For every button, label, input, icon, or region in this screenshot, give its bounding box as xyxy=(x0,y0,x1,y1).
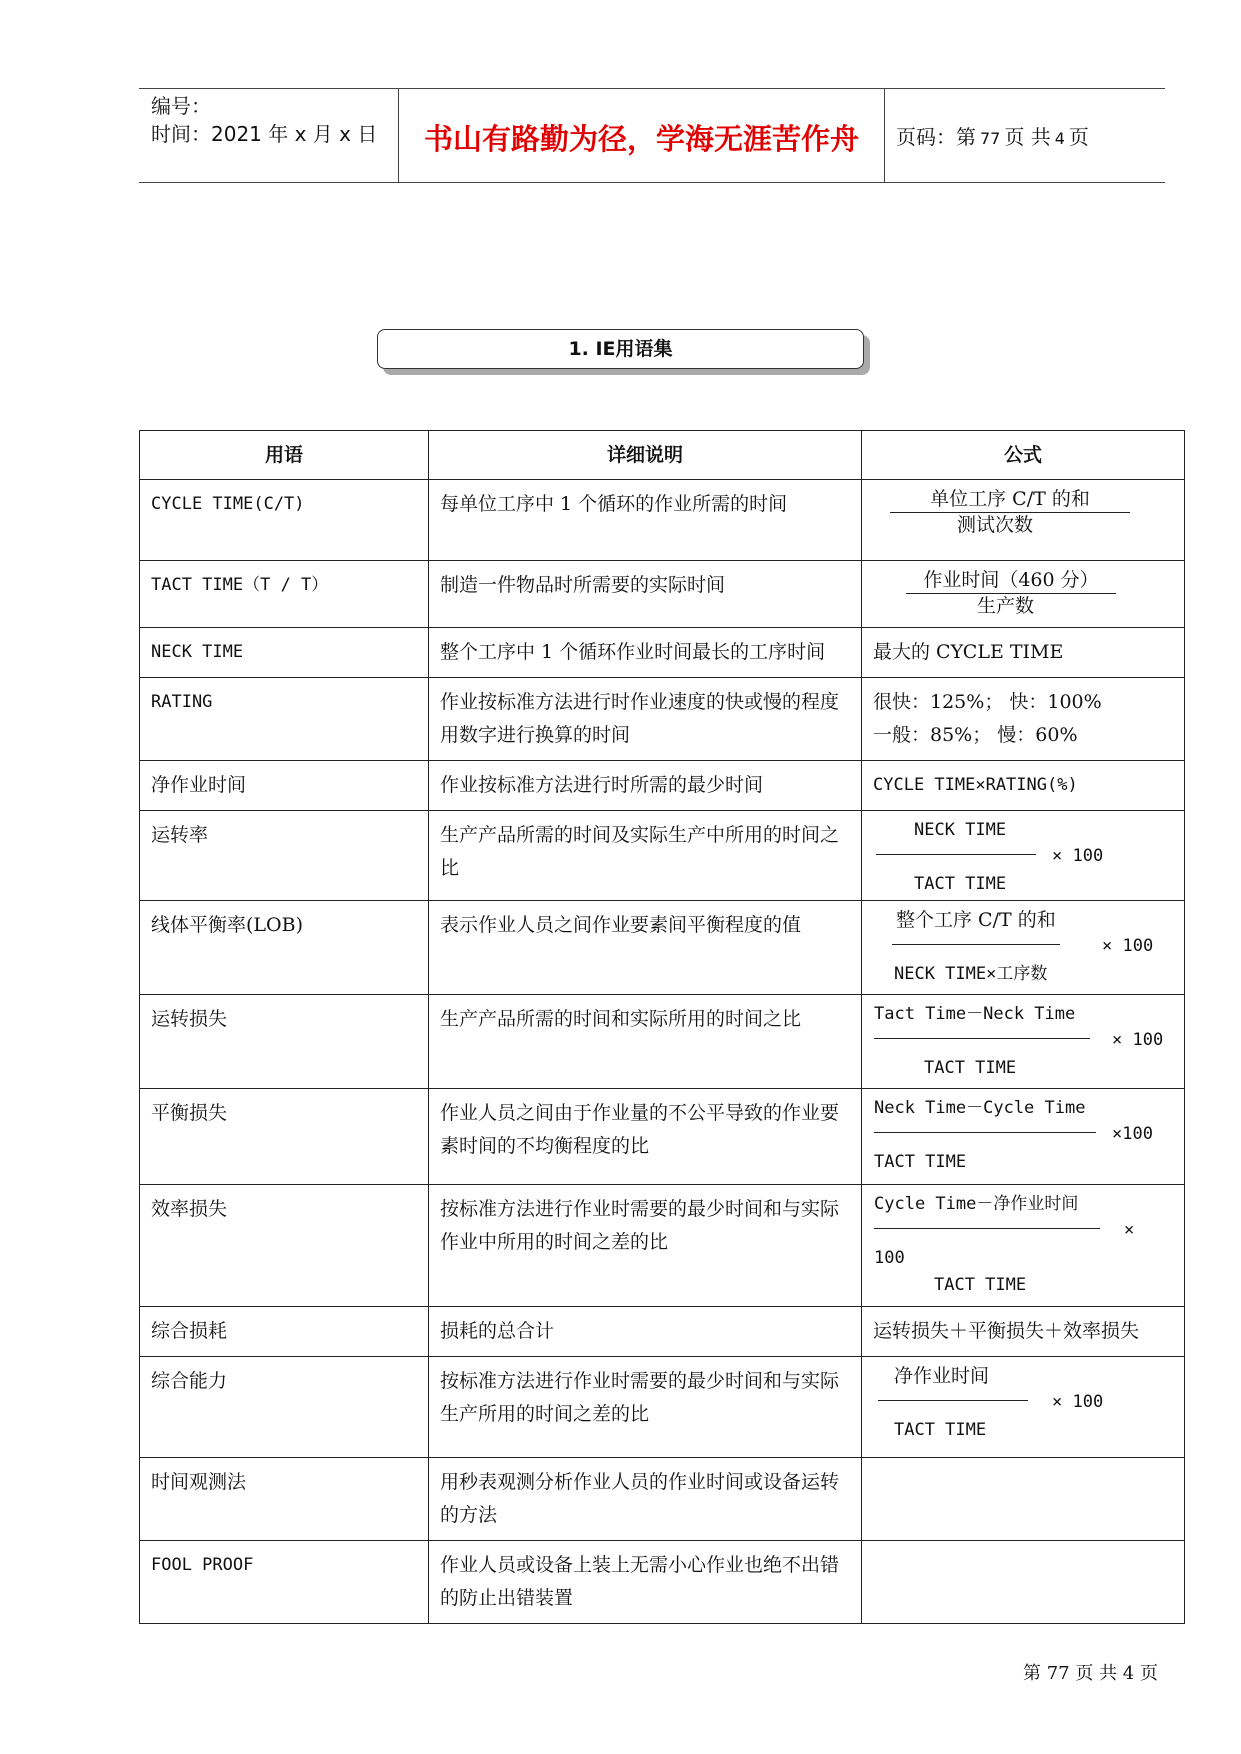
table-row xyxy=(140,628,1185,678)
formula-cell xyxy=(862,1458,1185,1541)
page-total: 4 xyxy=(1054,129,1065,148)
table-row xyxy=(140,1357,1185,1458)
formula-numerator: Cycle Time－净作业时间 xyxy=(874,1194,1079,1214)
header-meta xyxy=(151,92,377,148)
fraction-bar xyxy=(892,944,1060,945)
formula-numerator: 单位工序 C/T 的和 xyxy=(890,486,1130,513)
term-cell: 净作业时间 xyxy=(140,761,429,811)
formula-denominator: 生产数 xyxy=(977,595,1035,617)
page-footer: 第 77 页 共 4 页 xyxy=(1023,1663,1158,1684)
description-cell: 表示作业人员之间作业要素间平衡程度的值 xyxy=(429,901,862,995)
description-cell: 按标准方法进行作业时需要的最少时间和与实际生产所用的时间之差的比 xyxy=(429,1357,862,1458)
fraction-bar xyxy=(878,1400,1028,1401)
formula-cell xyxy=(862,761,1185,811)
formula-cell xyxy=(862,995,1185,1089)
header-page-number xyxy=(896,121,1089,150)
page-suffix: 页 xyxy=(1068,125,1089,149)
time-label: 时间：2021 年 x 月 x 日 xyxy=(151,122,378,146)
formula-numerator: 净作业时间 xyxy=(894,1365,990,1387)
column-header: 公式 xyxy=(862,431,1185,480)
column-header: 用语 xyxy=(140,431,429,480)
term-cell: 效率损失 xyxy=(140,1185,429,1307)
description-cell: 作业按标准方法进行时所需的最少时间 xyxy=(429,761,862,811)
formula-cell xyxy=(862,628,1185,678)
description-cell: 每单位工序中 1 个循环的作业所需的时间 xyxy=(429,480,862,561)
formula-numerator: Tact Time－Neck Time xyxy=(874,1004,1076,1024)
glossary-table xyxy=(139,430,1185,1624)
formula-cell xyxy=(862,1089,1185,1185)
term-cell: 运转损失 xyxy=(140,995,429,1089)
formula-multiplier: × 100 xyxy=(1112,1030,1164,1050)
term-cell: 时间观测法 xyxy=(140,1458,429,1541)
table-row xyxy=(140,480,1185,561)
term-cell: 综合损耗 xyxy=(140,1307,429,1357)
fraction-bar xyxy=(874,1038,1090,1039)
term-cell: NECK TIME xyxy=(140,628,429,678)
formula-cell xyxy=(862,561,1185,628)
formula-text: CYCLE TIME×RATING(%) xyxy=(873,775,1078,795)
formula-cell xyxy=(862,678,1185,761)
formula-cell xyxy=(862,901,1185,995)
term-cell: TACT TIME（T / T） xyxy=(140,561,429,628)
fraction-bar xyxy=(874,1228,1100,1229)
fraction-bar xyxy=(876,854,1036,855)
formula-denominator: TACT TIME xyxy=(914,874,1007,894)
description-cell: 制造一件物品时所需要的实际时间 xyxy=(429,561,862,628)
formula-multiplier-value: 100 xyxy=(874,1248,905,1268)
page-current: 77 xyxy=(980,129,1001,148)
column-header: 详细说明 xyxy=(429,431,862,480)
formula-cell xyxy=(862,1357,1185,1458)
formula-line: 一般：85%； 慢：60% xyxy=(873,724,1078,746)
description-cell: 损耗的总合计 xyxy=(429,1307,862,1357)
table-row xyxy=(140,1307,1185,1357)
formula-cell xyxy=(862,1541,1185,1624)
table-header-row xyxy=(140,431,1185,480)
table-row xyxy=(140,761,1185,811)
number-label: 编号： xyxy=(151,94,211,118)
formula-multiplier: × 100 xyxy=(1052,846,1104,866)
formula-numerator: 整个工序 C/T 的和 xyxy=(896,909,1056,931)
formula-cell xyxy=(862,480,1185,561)
term-cell: 运转率 xyxy=(140,811,429,901)
description-cell: 整个工序中 1 个循环作业时间最长的工序时间 xyxy=(429,628,862,678)
term-cell: RATING xyxy=(140,678,429,761)
description-cell: 按标准方法进行作业时需要的最少时间和与实际作业中所用的时间之差的比 xyxy=(429,1185,862,1307)
formula-text: 最大的 CYCLE TIME xyxy=(873,641,1064,663)
formula-multiplier: × 100 xyxy=(1102,936,1154,956)
formula-denominator: TACT TIME xyxy=(874,1152,967,1172)
table-row xyxy=(140,811,1185,901)
term-cell: FOOL PROOF xyxy=(140,1541,429,1624)
description-cell: 作业人员之间由于作业量的不公平导致的作业要素时间的不均衡程度的比 xyxy=(429,1089,862,1185)
formula-text: 运转损失＋平衡损失＋效率损失 xyxy=(873,1320,1140,1342)
formula-denominator: TACT TIME xyxy=(934,1275,1027,1295)
description-cell: 生产产品所需的时间及实际生产中所用的时间之比 xyxy=(429,811,862,901)
table-row xyxy=(140,561,1185,628)
formula-line: 很快：125%； 快：100% xyxy=(873,691,1102,713)
page-header xyxy=(139,88,1165,183)
formula-denominator: TACT TIME xyxy=(924,1058,1017,1078)
table-row xyxy=(140,1458,1185,1541)
term-cell: 线体平衡率(LOB) xyxy=(140,901,429,995)
table-row xyxy=(140,1185,1185,1307)
table-row xyxy=(140,901,1185,995)
formula-cell xyxy=(862,1185,1185,1307)
formula-multiplier: × 100 xyxy=(1052,1392,1104,1412)
table-row xyxy=(140,995,1185,1089)
description-cell: 生产产品所需的时间和实际所用的时间之比 xyxy=(429,995,862,1089)
page-mid: 页 共 xyxy=(1004,125,1051,149)
section-title: 1. IE用语集 xyxy=(377,329,864,369)
formula-numerator: NECK TIME xyxy=(914,820,1007,840)
table-row xyxy=(140,678,1185,761)
description-cell: 用秒表观测分析作业人员的作业时间或设备运转的方法 xyxy=(429,1458,862,1541)
formula-numerator: 作业时间（460 分） xyxy=(906,567,1116,594)
table-row xyxy=(140,1541,1185,1624)
formula-denominator: NECK TIME×工序数 xyxy=(894,964,1048,984)
description-cell: 作业按标准方法进行时作业速度的快或慢的程度用数字进行换算的时间 xyxy=(429,678,862,761)
page-prefix: 页码：第 xyxy=(896,125,976,149)
formula-numerator: Neck Time－Cycle Time xyxy=(874,1098,1086,1118)
term-cell: 综合能力 xyxy=(140,1357,429,1458)
formula-denominator: 测试次数 xyxy=(957,514,1034,536)
fraction-bar xyxy=(874,1132,1096,1133)
term-cell: CYCLE TIME(C/T) xyxy=(140,480,429,561)
table-row xyxy=(140,1089,1185,1185)
formula-multiplier: ×100 xyxy=(1112,1124,1153,1144)
formula-multiplier: × xyxy=(1124,1220,1135,1240)
formula-cell xyxy=(862,811,1185,901)
formula-denominator: TACT TIME xyxy=(894,1420,987,1440)
description-cell: 作业人员或设备上装上无需小心作业也绝不出错的防止出错装置 xyxy=(429,1541,862,1624)
header-divider xyxy=(884,89,885,182)
term-cell: 平衡损失 xyxy=(140,1089,429,1185)
formula-cell xyxy=(862,1307,1185,1357)
header-motto: 书山有路勤为径，学海无涯苦作舟 xyxy=(423,122,859,156)
